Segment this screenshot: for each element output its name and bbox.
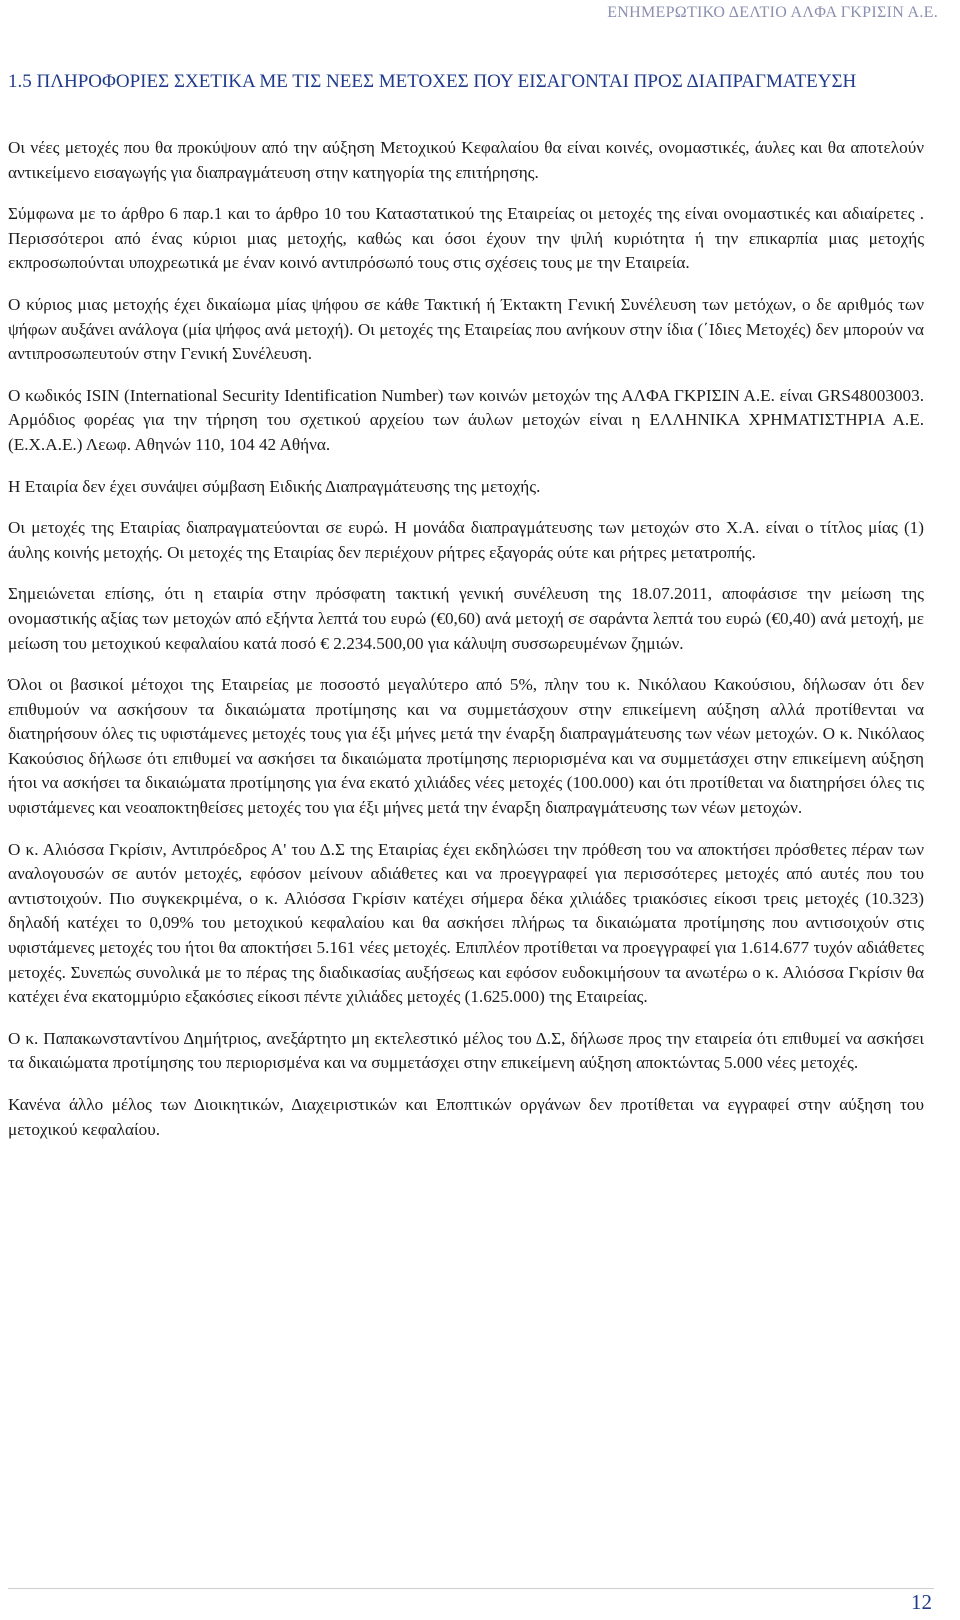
document-header: ΕΝΗΜΕΡΩΤΙΚΟ ΔΕΛΤΙΟ ΑΛΦΑ ΓΚΡΙΣΙΝ Α.Ε. [607,4,938,21]
page-number: 12 [911,1590,932,1614]
document-body [8,70,924,1159]
paragraph-market-making: Η Εταιρία δεν έχει συνάψει σύμβαση Ειδικής Διαπραγμάτευσης της μετοχής. [8,476,541,496]
footer-divider [8,1588,934,1589]
paragraph-new-shares: Οι νέες μετοχές που θα προκύψουν από την αύξηση Μετοχικού Κεφαλαίου θα είναι κοινές, ονομαστικές, άυλες και θα αποτελούν αντικείμενο εισαγωγής για διαπραγμάτευση στην κατηγορία της επιτήρησης. [8,138,924,182]
paragraph-independent-member: Ο κ. Παπακωνσταντίνου Δημήτριος, ανεξάρτητο μη εκτελεστικό μέλος του Δ.Σ, δήλωσε προς την εταιρεία ότι επιθυμεί να ασκήσει τα δικαιώματα προτίμησης του περιορισμένα και να συμμετάσχει στην επικείμενη αύξηση αποκτώντας 5.000 νέες μετοχές. [8,1028,924,1073]
paragraph-vice-president: Ο κ. Αλιόσσα Γκρίσιν, Αντιπρόεδρος Α' του Δ.Σ της Εταιρίας έχει εκδηλώσει την πρόθεση του να αποκτήσει πρόσθετες πέραν των αναλογουσών σε αυτόν μετοχές, εφόσον μείνουν αδιάθετες και να προεγγραφεί για περισσότερες μετοχές από αυτές που του αντιστοιχούν. Πιο συγκεκριμένα, ο κ. Αλιόσσα Γκρίσιν κατέχει σήμερα δέκα χιλιάδες τριακόσιες είκοσι τρεις μετοχές (10.323) δηλαδή κατέχει το 0,09% του μετοχικού κεφαλαίου και θα ασκήσει πλήρως τα δικαιώματα προτίμησης που αντισοιχούν στις υφιστάμενες μετοχές του ήτοι θα αποκτήσει 5.161 νέες μετοχές. Επιπλέον προτίθεται να προεγγραφεί για 1.614.677 τυχόν αδιάθετες μετοχές. Συνεπώς συνολικά με το πέρας της διαδικασίας αυξήσεως και εφόσον ευδοκιμήσουν τα ανωτέρω ο κ. Αλιόσσα Γκρίσιν θα κατέχει ένα εκατομμύριο εξακόσιες είκοσι πέντε χιλιάδες μετοχές (1.625.000) της Εταιρείας. [8,839,924,1007]
paragraph-articles: Σύμφωνα με το άρθρο 6 παρ.1 και το άρθρο 10 του Καταστατικού της Εταιρείας οι μετοχές της είναι ονομαστικές και αδιαίρετες . Περισσότεροι από ένας κύριοι μιας μετοχής, καθώς και όσοι έχουν την ψιλή κυριότητα ή την επικαρπία μιας μετοχής εκπροσωπούνται υποχρεωτικά με έναν κοινό αντιπρόσωπό τους στις σχέσεις τους με την Εταιρεία. [8,204,924,273]
paragraph-trading-unit: Οι μετοχές της Εταιρίας διαπραγματεύονται σε ευρώ. Η μονάδα διαπραγμάτευσης των μετοχών στο Χ.Α. είναι ο τίτλος μίας (1) άυλης κοινής μετοχής. Οι μετοχές της Εταιρίας δεν περιέχουν ρήτρες εξαγοράς ούτε και ρήτρες μετατροπής. [8,518,924,562]
section-title: 1.5 ΠΛΗΡΟΦΟΡΙΕΣ ΣΧΕΤΙΚΑ ΜΕ ΤΙΣ ΝΕΕΣ ΜΕΤΟΧΕΣ ΠΟΥ ΕΙΣΑΓΟΝΤΑΙ ΠΡΟΣ ΔΙΑΠΡΑΓΜΑΤΕΥΣΗ [8,71,857,92]
paragraph-nominal-value: Σημειώνεται επίσης, ότι η εταιρία στην πρόσφατη τακτική γενική συνέλευση της 18.07.2011, αποφάσισε την μείωση της ονομαστικής αξίας των μετοχών από εξήντα λεπτά του ευρώ (€0,60) ανά μετοχή σε σαράντα λεπτά του ευρώ (€0,40) ανά μετοχή, με μείωση του μετοχικού κεφαλαίου κατά ποσό € 2.234.500,00 για κάλυψη συσσωρευμένων ζημιών. [8,584,924,653]
paragraph-voting-rights: Ο κύριος μιας μετοχής έχει δικαίωμα μίας ψήφου σε κάθε Τακτική ή Έκτακτη Γενική Συνέλευση των μετόχων, ο δε αριθμός των ψήφων αυξάνει ανάλογα (μία ψήφος ανά μετοχή). Οι μετοχές της Εταιρείας που ανήκουν στην ίδια (΄Ιδιες Μετοχές) δεν μπορούν να αντιπροσωπευτούν στην Γενική Συνέλευση. [8,294,924,364]
paragraph-isin: Ο κωδικός ISIN (International Security Identification Number) των κοινών μετοχών της ΑΛΦΑ ΓΚΡΙΣΙΝ Α.Ε. είναι GRS48003003. Αρμόδιος φορέας για την τήρηση του σχετικού αρχείου των άυλων μετοχών είναι η ΕΛΛΗΝΙΚΑ ΧΡΗΜΑΤΙΣΤΗΡΙΑ Α.Ε. (Ε.Χ.Α.Ε.) Λεωφ. Αθηνών 110, 104 42 Αθήνα. [8,385,924,454]
paragraph-major-shareholders: Όλοι οι βασικοί μέτοχοι της Εταιρείας με ποσοστό μεγαλύτερο από 5%, πλην του κ. Νικόλαου Κακούσιου, δήλωσαν ότι δεν επιθυμούν να ασκήσουν τα δικαιώματα προτίμησης και να συμμετάσχουν στην επικείμενη αύξηση αλλά προτίθενται να διατηρήσουν όλες τις υφιστάμενες μετοχές τους για έξι μήνες μετά την έναρξη διαπραγμάτευσης των νέων μετοχών. Ο κ. Νικόλαος Κακούσιος δήλωσε ότι επιθυμεί να ασκήσει τα δικαιώματα προτίμησης περιορισμένα και να συμμετάσχει στην επικείμενη αύξηση ήτοι να ασκήσει τα δικαιώματα προτίμησης για ένα εκατό χιλιάδες νέες μετοχές (100.000) και ότι προτίθεται να διατηρήσει όλες τις υφιστάμενες και νεοαποκτηθείσες μετοχές του για έξι μήνες μετά την έναρξη διαπραγμάτευσης των νέων μετοχών. [8,675,924,818]
paragraph-other-members: Κανένα άλλο μέλος των Διοικητικών, Διαχειριστικών και Εποπτικών οργάνων δεν προτίθεται να εγγραφεί στην αύξηση του μετοχικού κεφαλαίου. [8,1095,924,1139]
